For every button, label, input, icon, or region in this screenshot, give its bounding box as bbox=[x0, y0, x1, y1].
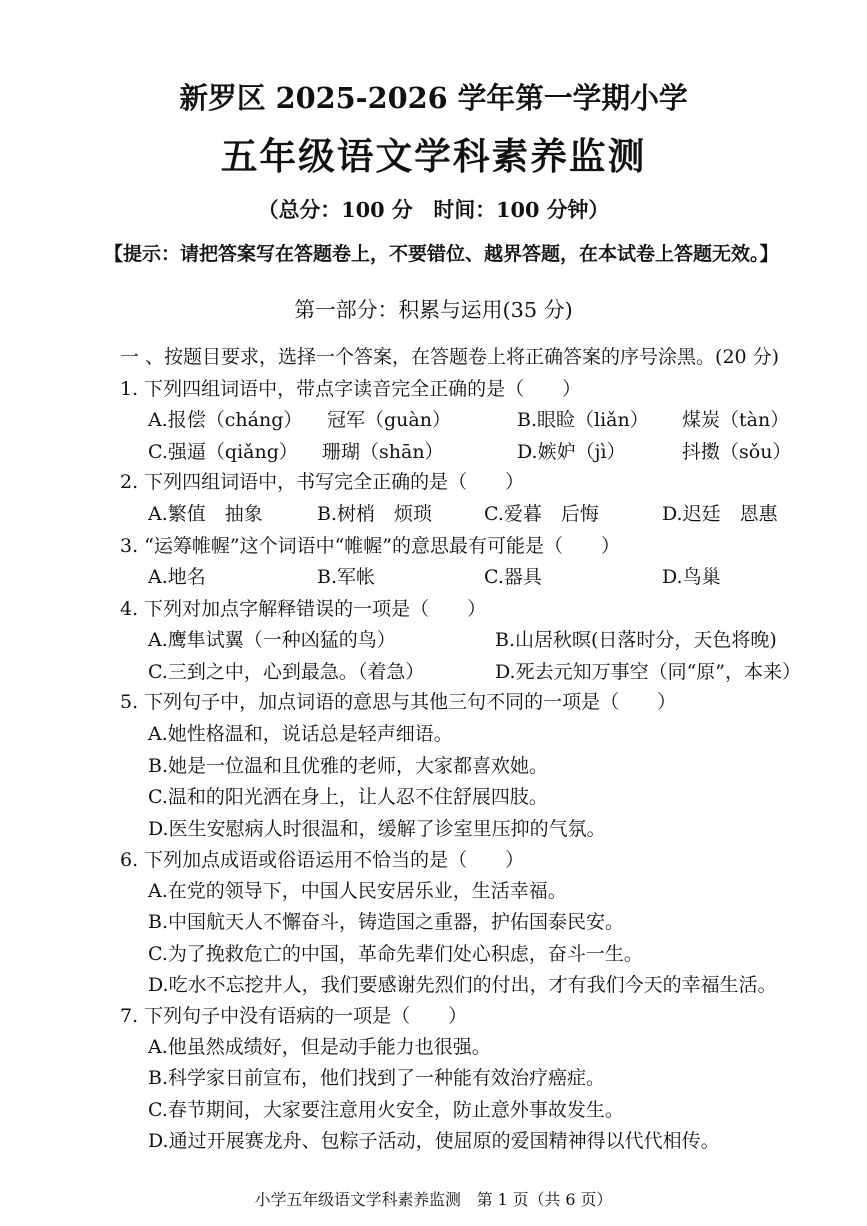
page-footer: 小学五年级语文学科素养监测 第 1 页（共 6 页） bbox=[254, 1190, 613, 1209]
q7-option-c: C.春节期间，大家要注意用火安全，防止意外事故发生。 bbox=[148, 1099, 624, 1121]
q3-option-d: D.鸟巢 bbox=[662, 566, 721, 588]
q4-option-b: B.山居秋暝(日落时分，天色将晚) bbox=[495, 629, 777, 651]
q5-option-a: A.她性格温和，说话总是轻声细语。 bbox=[148, 723, 453, 745]
q5-option-d: D.医生安慰病人时很温和，缓解了诊室里压抑的气氛。 bbox=[148, 818, 606, 840]
q1-option-b2: 煤炭（tàn） bbox=[682, 409, 790, 431]
q6-stem: 6. 下列加点成语或俗语运用不恰当的是（ ） bbox=[120, 849, 525, 871]
q7-option-a: A.他虽然成绩好，但是动手能力也很强。 bbox=[148, 1036, 491, 1058]
q1-option-c2: 珊瑚（shān） bbox=[322, 441, 444, 463]
q2-option-b: B.树梢 烦琐 bbox=[317, 503, 433, 525]
section1-title: 一 、按题目要求，选择一个答案，在答题卷上将正确答案的序号涂黑。(20 分) bbox=[120, 346, 780, 368]
q1-option-d1: D.嫉妒（jì） bbox=[517, 441, 626, 463]
q6-option-a: A.在党的领导下，中国人民安居乐业，生活幸福。 bbox=[148, 880, 567, 902]
q1-stem: 1. 下列四组词语中，带点字读音完全正确的是（ ） bbox=[120, 378, 582, 400]
q3-option-a: A.地名 bbox=[148, 566, 206, 588]
q2-option-a: A.繁值 抽象 bbox=[148, 503, 263, 525]
q2-stem: 2. 下列四组词语中，书写完全正确的是（ ） bbox=[120, 471, 525, 493]
part1-title: 第一部分：积累与运用(35 分) bbox=[294, 298, 573, 322]
exam-meta: （总分：100 分 时间：100 分钟） bbox=[257, 197, 610, 222]
q6-option-d: D.吃水不忘挖井人，我们要感谢先烈们的付出，才有我们今天的幸福生活。 bbox=[148, 974, 777, 996]
q5-stem: 5. 下列句子中，加点词语的意思与其他三句不同的一项是（ ） bbox=[120, 691, 677, 713]
q4-stem: 4. 下列对加点字解释错误的一项是（ ） bbox=[120, 598, 487, 620]
q6-option-b: B.中国航天人不懈奋斗，铸造国之重器，护佑国泰民安。 bbox=[148, 911, 625, 933]
q7-stem: 7. 下列句子中没有语病的一项是（ ） bbox=[120, 1005, 468, 1027]
q1-option-d2: 抖擞（sǒu） bbox=[682, 441, 792, 463]
q6-option-c: C.为了挽救危亡的中国，革命先辈们处心积虑，奋斗一生。 bbox=[148, 943, 643, 965]
q7-option-b: B.科学家日前宣布，他们找到了一种能有效治疗癌症。 bbox=[148, 1067, 606, 1089]
q1-option-b1: B.眼睑（liǎn） bbox=[517, 409, 649, 431]
q1-option-a1: A.报偿（cháng） bbox=[148, 409, 303, 431]
q1-option-c1: C.强逼（qiǎng） bbox=[148, 441, 298, 463]
q3-option-b: B.军帐 bbox=[317, 566, 376, 588]
q7-option-d: D.通过开展赛龙舟、包粽子活动，使屈原的爱国精神得以代代相传。 bbox=[148, 1130, 720, 1152]
q4-option-c: C.三到之中，心到最急。（着急） bbox=[148, 661, 425, 683]
exam-title-line1: 新罗区 2025-2026 学年第一学期小学 bbox=[179, 81, 688, 115]
q3-stem: 3. “运筹帷幄”这个词语中“帷幄”的意思最有可能是（ ） bbox=[120, 535, 621, 557]
q2-option-c: C.爱暮 后悔 bbox=[484, 503, 599, 525]
q4-option-a: A.鹰隼试翼（一种凶猛的鸟） bbox=[148, 629, 396, 651]
q2-option-d: D.迟廷 恩惠 bbox=[662, 503, 778, 525]
q5-option-b: B.她是一位温和且优雅的老师，大家都喜欢她。 bbox=[148, 755, 549, 777]
exam-title-line2: 五年级语文学科素养监测 bbox=[220, 135, 647, 178]
q4-option-d: D.死去元知万事空（同“原”，本来） bbox=[495, 661, 802, 683]
exam-tip: 【提示：请把答案写在答题卷上，不要错位、越界答题，在本试卷上答题无效。】 bbox=[104, 243, 779, 265]
q5-option-c: C.温和的阳光洒在身上，让人忍不住舒展四肢。 bbox=[148, 786, 548, 808]
q3-option-c: C.器具 bbox=[484, 566, 542, 588]
q1-option-a2: 冠军（guàn） bbox=[327, 409, 451, 431]
